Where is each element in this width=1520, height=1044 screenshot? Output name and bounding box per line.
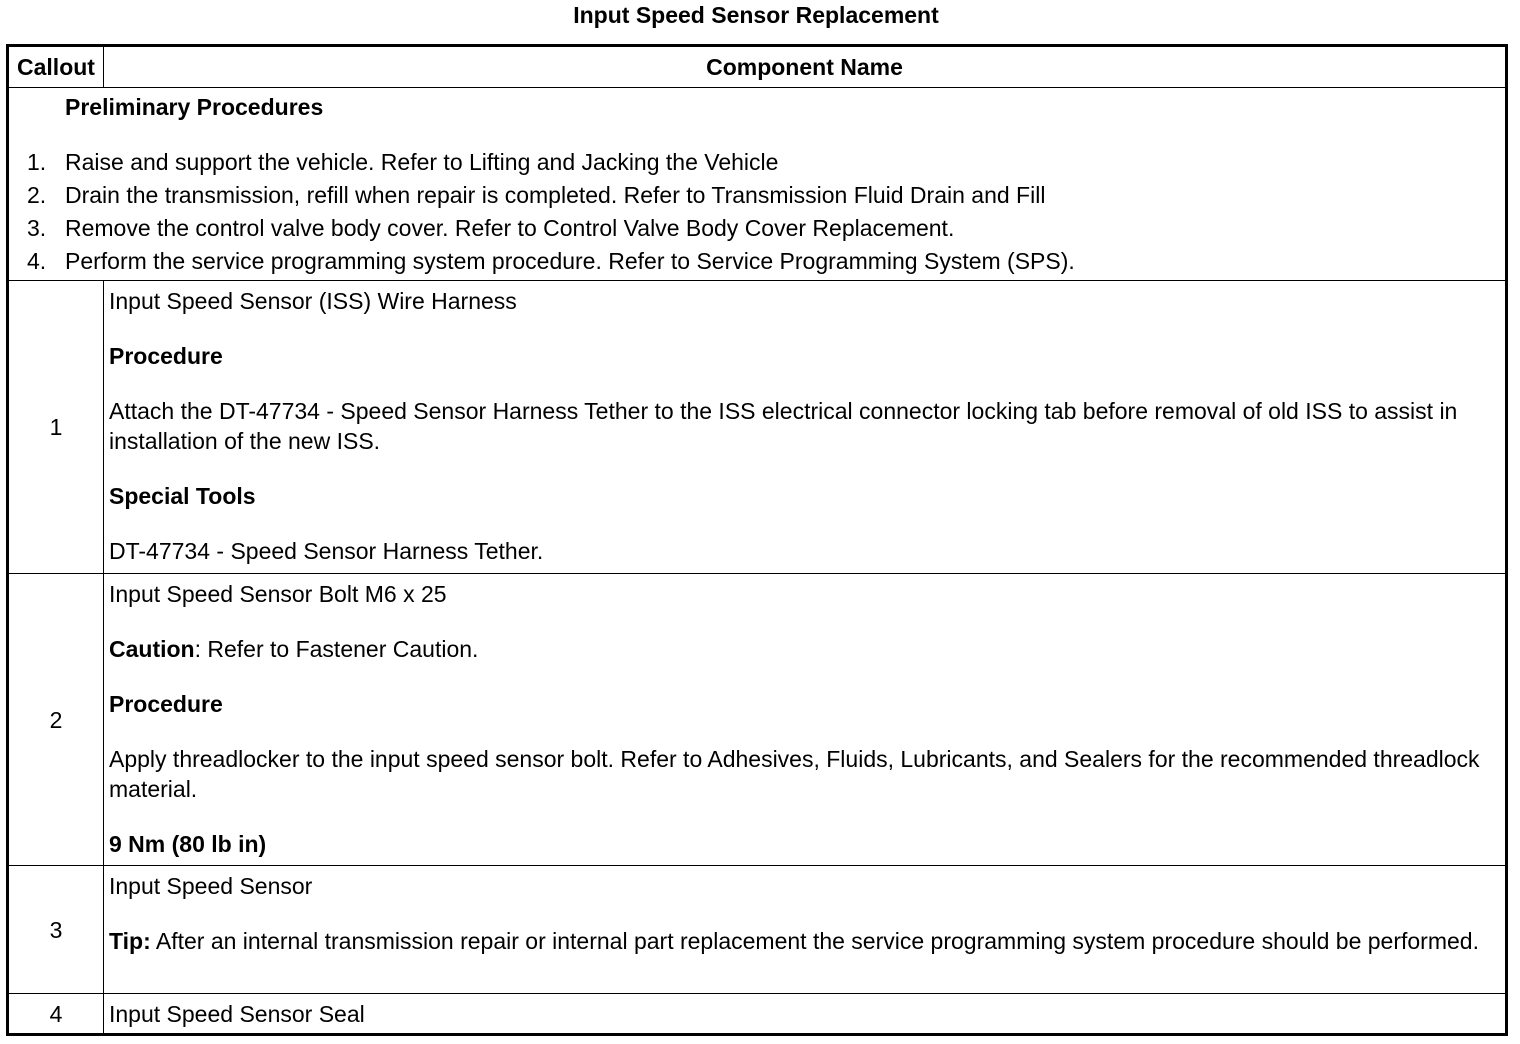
preliminary-cell xyxy=(8,88,1507,281)
caution-label: Caution xyxy=(109,636,195,662)
preliminary-row xyxy=(8,88,1507,281)
callout-number: 2 xyxy=(8,574,104,866)
callout-number: 3 xyxy=(8,866,104,994)
special-tools-label: Special Tools xyxy=(109,483,256,509)
callout-column-header: Callout xyxy=(8,46,104,88)
table-row xyxy=(8,866,1507,994)
component-name: Input Speed Sensor Bolt M6 x 25 xyxy=(109,581,447,607)
preliminary-steps xyxy=(27,146,1495,278)
list-item xyxy=(27,245,1495,278)
table-row xyxy=(8,574,1507,866)
component-cell xyxy=(104,281,1507,574)
procedure-label: Procedure xyxy=(109,691,223,717)
caution-note xyxy=(109,634,1495,664)
component-cell xyxy=(104,574,1507,866)
tip-text: After an internal transmission repair or internal part replacement the service programming system procedure should be performed. xyxy=(150,928,1479,954)
callout-number: 4 xyxy=(8,994,104,1035)
table-row xyxy=(8,994,1507,1035)
step-number: 2. xyxy=(27,182,47,208)
preliminary-heading: Preliminary Procedures xyxy=(65,94,324,120)
callout-number: 1 xyxy=(8,281,104,574)
procedure-text: Apply threadlocker to the input speed sensor bolt. Refer to Adhesives, Fluids, Lubricants, and Sealers for the recommended threadlock material. xyxy=(109,746,1480,802)
component-name: Input Speed Sensor xyxy=(109,873,313,899)
component-name: Input Speed Sensor Seal xyxy=(109,1001,365,1027)
list-item xyxy=(27,212,1495,245)
list-item xyxy=(27,146,1495,179)
step-number: 1. xyxy=(27,149,47,175)
table-row xyxy=(8,281,1507,574)
procedure-table xyxy=(6,44,1508,1036)
step-number: 3. xyxy=(27,215,47,241)
step-number: 4. xyxy=(27,248,47,274)
step-text: Raise and support the vehicle. Refer to Lifting and Jacking the Vehicle xyxy=(65,149,779,175)
component-name-column-header: Component Name xyxy=(104,46,1507,88)
component-cell xyxy=(104,994,1507,1035)
step-text: Drain the transmission, refill when repair is completed. Refer to Transmission Fluid Drain and Fill xyxy=(65,182,1046,208)
caution-text: : Refer to Fastener Caution. xyxy=(194,636,479,662)
tip-note xyxy=(109,926,1495,956)
tip-label: Tip: xyxy=(109,928,151,954)
table-header-row xyxy=(8,46,1507,88)
procedure-label: Procedure xyxy=(109,343,223,369)
step-text: Perform the service programming system procedure. Refer to Service Programming System (SPS). xyxy=(65,248,1075,274)
page-title: Input Speed Sensor Replacement xyxy=(573,2,939,28)
step-text: Remove the control valve body cover. Refer to Control Valve Body Cover Replacement. xyxy=(65,215,955,241)
procedure-text: Attach the DT-47734 - Speed Sensor Harness Tether to the ISS electrical connector locking tab before removal of old ISS to assist in installation of the new ISS. xyxy=(109,398,1458,454)
list-item xyxy=(27,179,1495,212)
component-name: Input Speed Sensor (ISS) Wire Harness xyxy=(109,288,517,314)
component-cell xyxy=(104,866,1507,994)
special-tools-text: DT-47734 - Speed Sensor Harness Tether. xyxy=(109,538,544,564)
torque-spec: 9 Nm (80 lb in) xyxy=(109,831,267,857)
